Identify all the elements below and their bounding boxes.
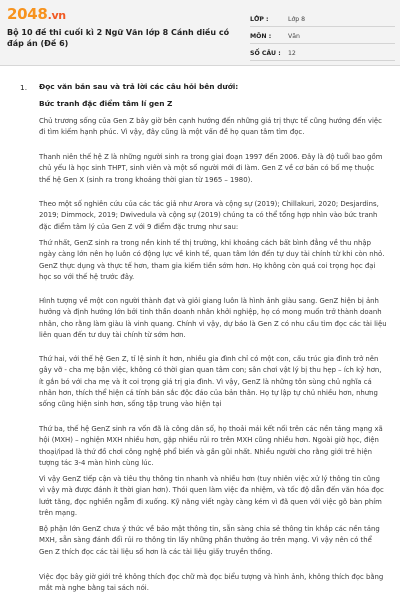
- question-content: [0, 66, 400, 600]
- document-header: [0, 0, 400, 66]
- meta-value-question-count: 12: [288, 49, 296, 57]
- passage-paragraph: Vì vậy GenZ tiếp cận và tiêu thụ thông tin nhanh và nhiều hơn (tuy nhiên việc xử lý thông tin cũng vì vậy mà được đánh ít thời gian hơn). Thói quen làm việc đa nhiệm, và tốc độ dẫn đến văn hóa đọc lướt tăng, đọc nghiền ngẫm đi xuống. Kỹ năng viết ngày càng kém vì đã quen với việc gõ bàn phím trên mạng.: [39, 475, 384, 517]
- question-prompt: Đọc văn bản sau và trả lời các câu hỏi bên dưới:: [39, 82, 239, 91]
- meta-row-question-count: [250, 46, 395, 61]
- meta-label-subject: MÔN :: [250, 32, 272, 40]
- logo-domain-text: .vn: [47, 9, 66, 22]
- passage-paragraph: Chủ trương sống của Gen Z bây giờ bên cạnh hướng đến những giá trị thực tế cũng hướng đến việc đi tìm kiếm hạnh phúc. Vì vậy, đây cũng là một vấn đề họ quan tâm tìm đọc.: [39, 117, 382, 137]
- passage-paragraph: Hình tượng về một con người thành đạt và giỏi giang luôn là hình ảnh giàu sang. GenZ hiện bị ảnh hưởng và định hướng lớn bởi tinh thần doanh nhân khởi nghiệp, họ có mong muốn trở thành doanh nhân, cho rằng làm giàu là vinh quang. Chính vì vậy, dự báo là Gen Z có nhu cầu tìm đọc các tài liệu liên quan đến tư duy tài chính từ sớm hơn.: [39, 297, 387, 339]
- meta-label-class: LỚP :: [250, 15, 269, 23]
- meta-label-question-count: SỐ CÂU :: [250, 49, 281, 57]
- document-title: Bộ 10 đề thi cuối kì 2 Ngữ Văn lớp 8 Cánh diều có đáp án (Đề 6): [7, 28, 230, 48]
- document-meta-table: [250, 12, 395, 63]
- passage-paragraph: Việc đọc bây giờ giới trẻ không thích đọc chữ mà đọc biểu tượng và hình ảnh, không thích đọc bằng mắt mà nghe bằng tai sách nói.: [39, 573, 384, 593]
- passage-paragraph: Thứ hai, với thế hệ Gen Z, tỉ lệ sinh ít hơn, nhiều gia đình chỉ có một con, cấu trúc gia đình trở nên gây vỡ - cha mẹ bận việc, không có thời gian quan tâm con; sân chơi vật lý bị thu hẹp – ích kỷ hơn, ít gắn bó với cha mẹ và ít coi trọng giá trị gia đình. Vì vậy, GenZ là những tôn sùng chủ nghĩa cá nhân hơn, thích thể hiện cá tính bản sắc độc đáo của bản thân. Họ tự lập tự chủ nhiều hơn, nhưng sống cũng hiện sinh hơn, sống tập trung vào hiện tại: [39, 355, 382, 409]
- meta-row-subject: [250, 29, 395, 44]
- meta-value-subject: Văn: [288, 32, 300, 40]
- logo-main-text: 2048: [7, 5, 48, 23]
- passage-paragraph: Thứ nhất, GenZ sinh ra trong nền kinh tế thị trường, khi khoảng cách bất bình đẳng về thu nhập ngày càng lớn nên họ luôn có động lực về kinh tế, quan tâm lớn đến tự duy tài chính từ khi còn nhỏ. GenZ thực dụng và thực tế hơn, tham gia kiếm tiền sớm hơn. Họ không còn quá coi trọng học đại học so với thế hệ trước đây.: [39, 239, 385, 281]
- passage-paragraph: Theo một số nghiên cứu của các tác giả như Arora và cộng sự (2019); Chillakuri, 2020; Desjardins, 2019; Dimmock, 2019; Dwivedula và cộng sự (2019) chúng ta có thể tổng hợp nhìn vào bức tranh đặc điểm tâm lý của Gen Z với 9 điểm đặc trưng như sau:: [39, 200, 379, 231]
- passage-paragraph: Thanh niên thế hệ Z là những người sinh ra trong giai đoạn 1997 đến 2006. Đây là độ tuổi bao gồm chủ yếu là học sinh THPT, sinh viên và một số người mới đi làm. Gen Z về cơ bản có bố mẹ thuộc thế hệ Gen X (sinh ra trong khoảng thời gian từ 1965 – 1980).: [39, 153, 383, 184]
- question-number: 1.: [20, 83, 28, 92]
- meta-value-class: Lớp 8: [288, 15, 306, 23]
- meta-row-class: [250, 12, 395, 27]
- passage-paragraph: Bộ phận lớn GenZ chưa ý thức về bảo mật thông tin, sẵn sàng chia sẻ thông tin khắp các nền tảng MXH, sẵn sàng đánh đổi rủi ro thông tin lấy những phần thưởng ảo trên mạng. Vì vậy nên có thể Gen Z thích đọc các tài liệu số hơn là các tài liệu giấy truyền thống.: [39, 525, 380, 556]
- passage-title: Bức tranh đặc điểm tâm lí gen Z: [39, 99, 173, 108]
- passage-paragraph: Thứ ba, thế hệ GenZ sinh ra vốn đã là công dân số, họ thoải mái kết nối trên các nền tảng mạng xã hội (MXH) – nghiện MXH nhiều hơn, gặp nhiều rủi ro trên MXH cũng nhiều hơn. Ngoài giờ học, điện thoại/ipad là thứ đồ chơi công nghệ phổ biến và gần gũi nhất. Nhiều người cho rằng giới trẻ hiện tượng tác 3-4 màn hình cùng lúc.: [39, 425, 383, 467]
- site-logo[interactable]: [7, 7, 66, 23]
